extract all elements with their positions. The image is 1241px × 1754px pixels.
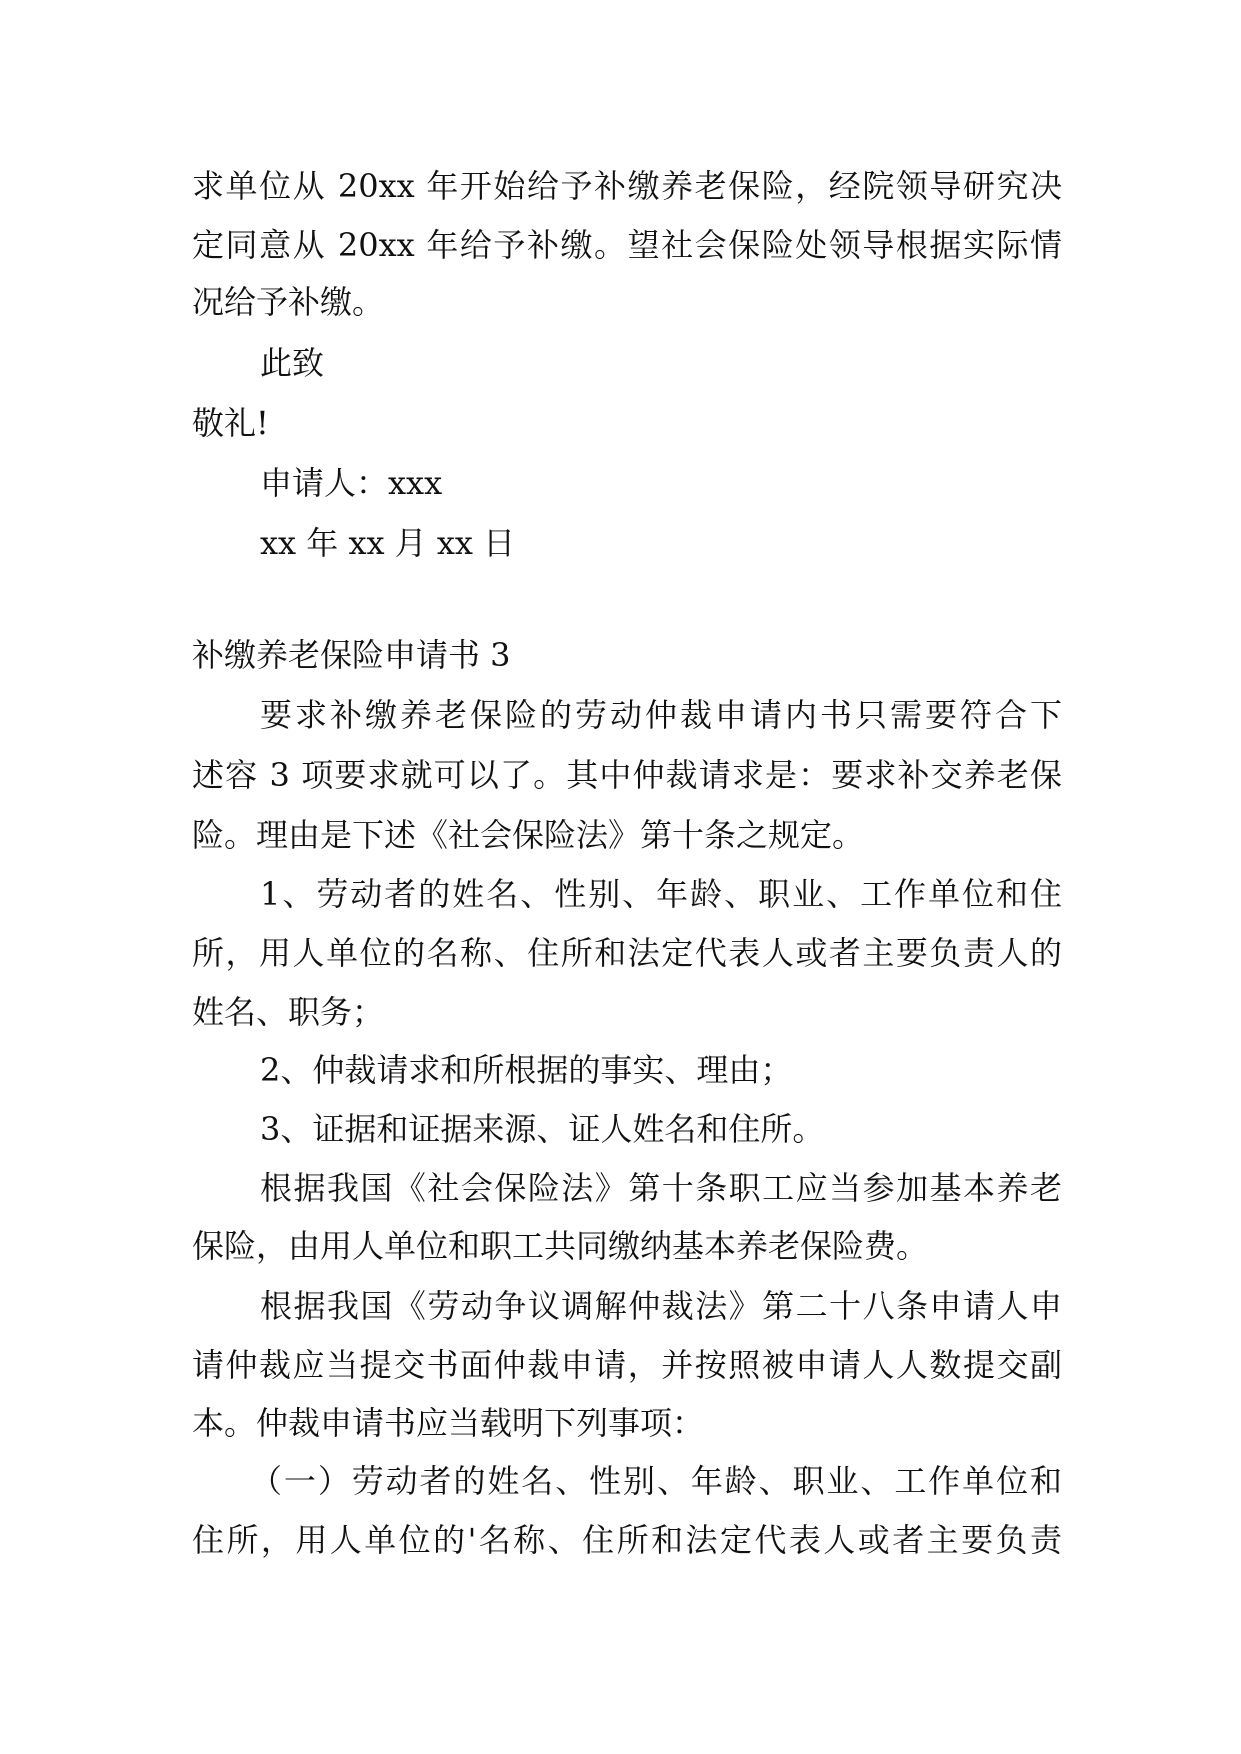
text-line: 保险，由用人单位和职工共同缴纳基本养老保险费。 xyxy=(192,1227,929,1265)
text-line: 定同意从 20xx 年给予补缴。望社会保险处领导根据实际情 xyxy=(192,226,1062,264)
text-line: 险。理由是下述《社会保险法》第十条之规定。 xyxy=(192,816,865,854)
signature-date: xx 年 xx 月 xx 日 xyxy=(260,524,516,562)
text-line: （一）劳动者的姓名、性别、年龄、职业、工作单位和 xyxy=(250,1462,1062,1500)
text-line: 住所，用人单位的'名称、住所和法定代表人或者主要负责 xyxy=(192,1521,1062,1559)
text-line: 根据我国《社会保险法》第十条职工应当参加基本养老 xyxy=(260,1169,1062,1207)
list-item: 2、仲裁请求和所根据的事实、理由； xyxy=(260,1051,793,1089)
text-line: 请仲裁应当提交书面仲裁申请，并按照被申请人人数提交副 xyxy=(192,1346,1062,1384)
text-line: 述容 3 项要求就可以了。其中仲裁请求是：要求补交养老保 xyxy=(192,756,1062,794)
salutation: 此致 xyxy=(260,344,325,382)
text-line: 所，用人单位的名称、住所和法定代表人或者主要负责人的 xyxy=(192,934,1062,972)
text-line: 1、劳动者的姓名、性别、年龄、职业、工作单位和住 xyxy=(260,875,1062,913)
text-line: 本。仲裁申请书应当载明下列事项： xyxy=(192,1404,705,1442)
text-line: 况给予补缴。 xyxy=(192,283,385,321)
text-line: 要求补缴养老保险的劳动仲裁申请内书只需要符合下 xyxy=(260,696,1062,734)
applicant-signature: 申请人：xxx xyxy=(260,464,443,502)
text-line: 根据我国《劳动争议调解仲裁法》第二十八条申请人申 xyxy=(260,1287,1062,1325)
regards: 敬礼! xyxy=(192,404,269,442)
section-title: 补缴养老保险申请书 3 xyxy=(192,636,511,674)
text-line: 姓名、职务； xyxy=(192,993,385,1031)
text-line: 求单位从 20xx 年开始给予补缴养老保险，经院领导研究决 xyxy=(192,167,1062,205)
list-item: 3、证据和证据来源、证人姓名和住所。 xyxy=(260,1110,825,1148)
